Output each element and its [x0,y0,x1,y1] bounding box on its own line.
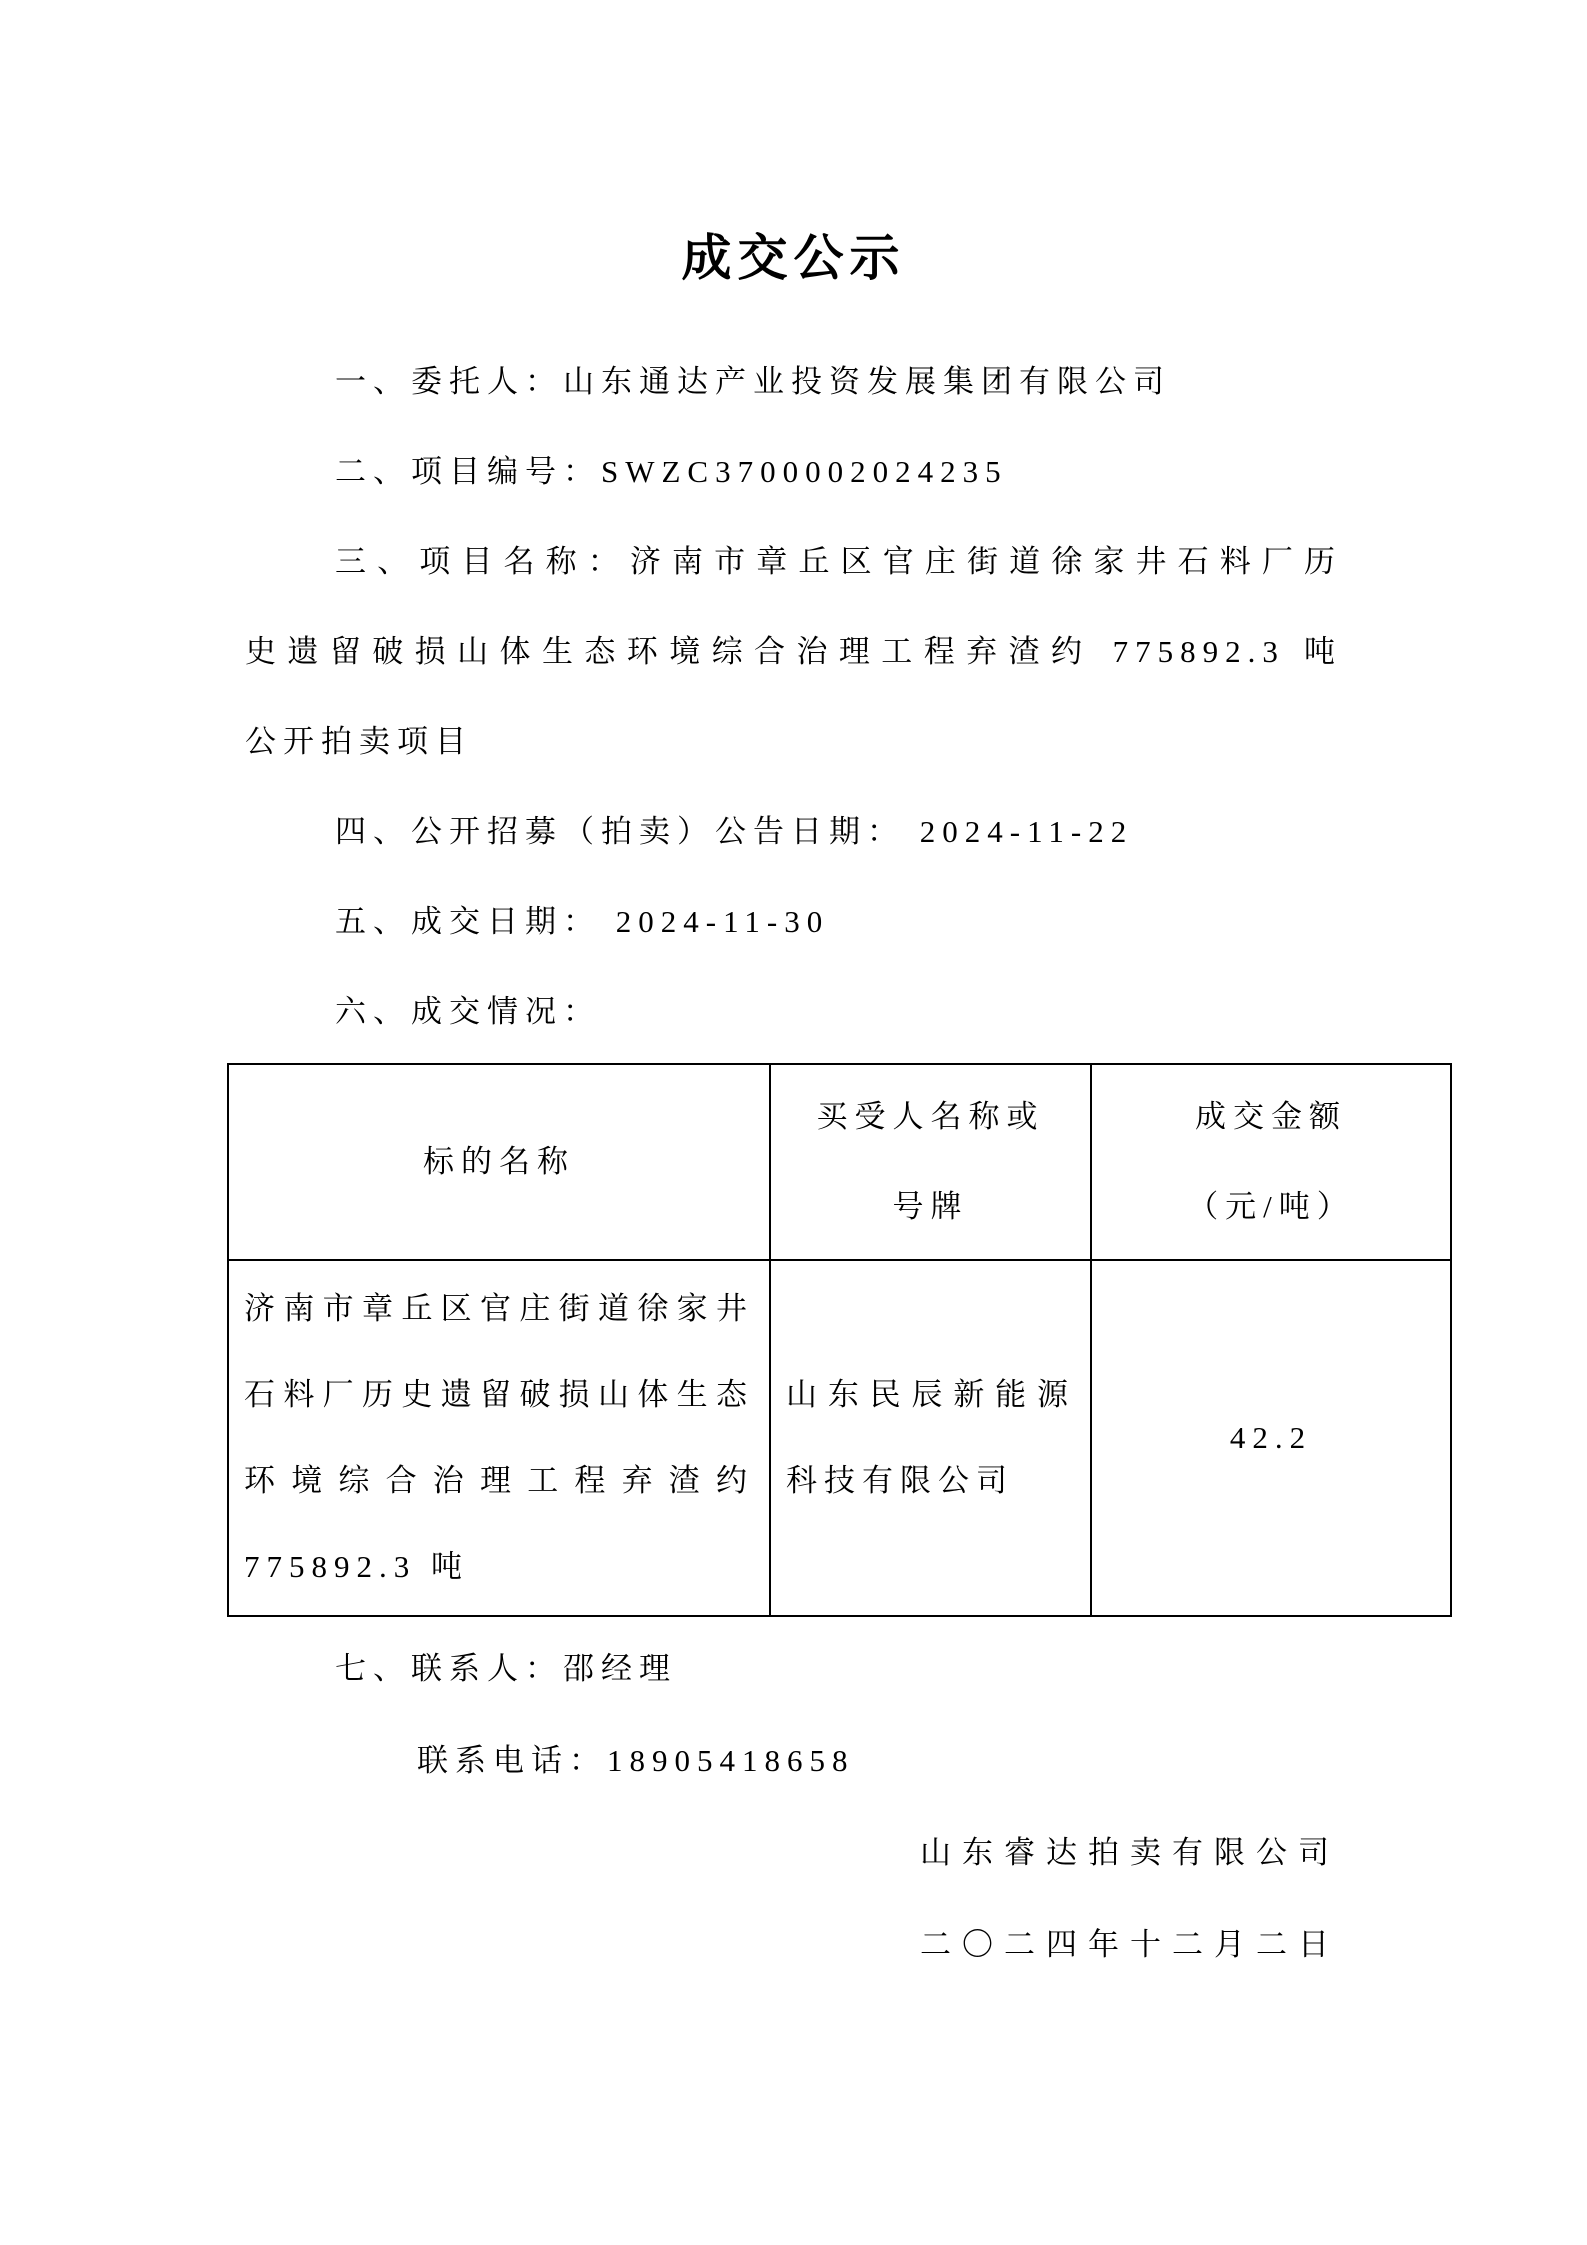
list-item-7-contact: 七、联系人：邵经理 [335,1651,677,1686]
table-header-buyer-line2: 号牌 [892,1189,969,1224]
list-item-6-deal-details: 六、成交情况： [335,994,601,1029]
table-cell-amount-value: 42.2 [1229,1420,1313,1455]
document-footer [245,1623,1342,1991]
table-cell-subject [229,1261,771,1615]
contact-phone-line: 联系电话：18905418658 [417,1743,855,1778]
table-header-amount-line2: （元/吨） [1187,1189,1355,1224]
signature-date: 二〇二四年十二月二日 [920,1927,1340,1962]
table-header-amount-line1: 成交金额 [1195,1099,1347,1134]
list-item-5-deal-date: 五、成交日期： 2024-11-30 [335,904,830,939]
table-cell-buyer-line2: 科技有限公司 [786,1463,1014,1498]
table-cell-subject-line3: 环境综合治理工程弃渣约 [244,1463,754,1498]
table-header-amount [1092,1065,1450,1261]
list-item-1-consignor: 一、委托人：山东通达产业投资发展集团有限公司 [335,364,1171,399]
table-header-subject [229,1065,771,1261]
list-item-3-project-name-line2: 史遗留破损山体生态环境综合治理工程弃渣约 775892.3 吨 [245,634,1342,669]
table-cell-buyer-line1: 山东民辰新能源 [786,1377,1075,1412]
list-item-4-announcement-date: 四、公开招募（拍卖）公告日期： 2024-11-22 [335,814,1134,849]
table-cell-subject-line1: 济南市章丘区官庄街道徐家井 [244,1291,754,1326]
list-item-2-project-number: 二、项目编号：SWZC3700002024235 [335,454,1008,489]
list-item-3-project-name-line1: 三、项目名称：济南市章丘区官庄街道徐家井石料厂历 [335,544,1342,579]
page-title: 成交公示 [681,230,906,286]
deal-table [227,1063,1452,1617]
document-body [245,337,1342,1057]
signature-company: 山东睿达拍卖有限公司 [920,1835,1340,1870]
list-item-3-project-name-line3: 公开拍卖项目 [245,724,473,759]
table-cell-subject-line2: 石料厂历史遗留破损山体生态 [244,1377,754,1412]
table-cell-subject-line4: 775892.3 吨 [244,1549,469,1584]
table-header-buyer-line1: 买受人名称或 [816,1099,1045,1134]
table-cell-buyer [771,1261,1092,1615]
table-cell-amount [1092,1261,1450,1615]
table-header-buyer [771,1065,1092,1261]
table-header-subject-label: 标的名称 [423,1144,575,1179]
